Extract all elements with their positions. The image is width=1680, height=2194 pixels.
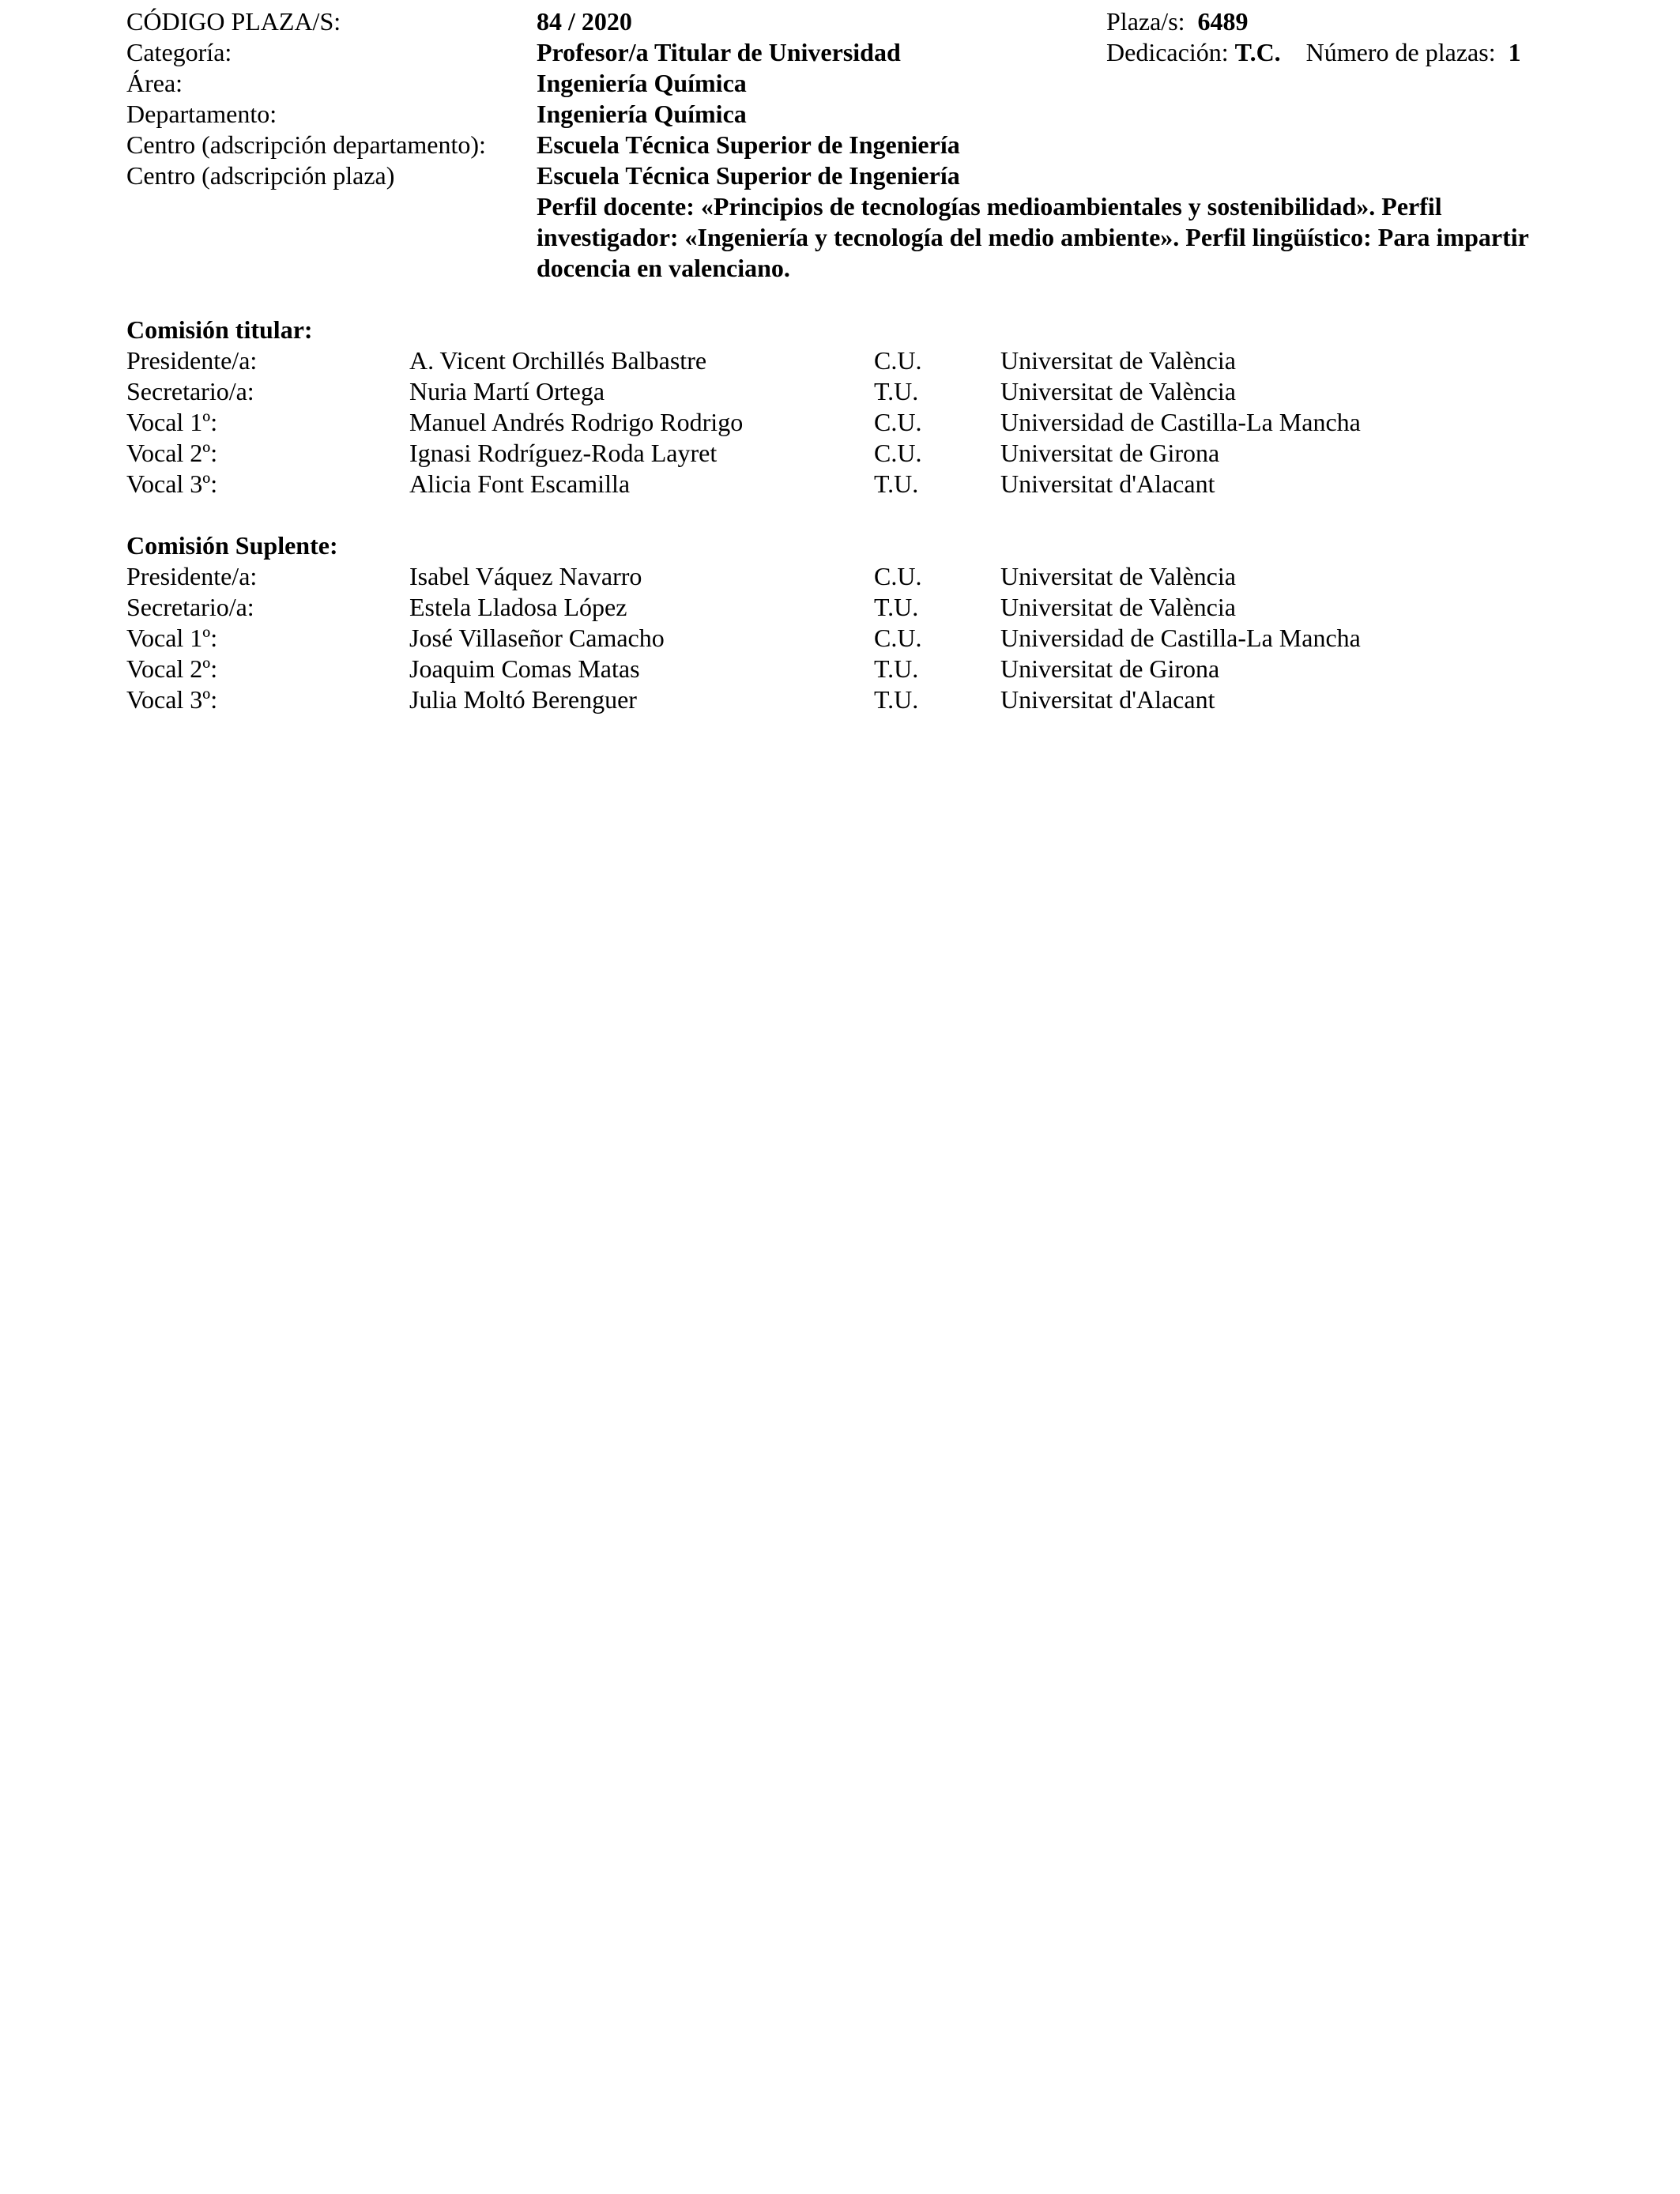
centro-plaza-value: Escuela Técnica Superior de Ingeniería	[537, 161, 960, 190]
area-label: Área:	[126, 69, 183, 97]
numero-value: 1	[1508, 38, 1521, 66]
suplente-name: Isabel Váquez Navarro	[409, 562, 642, 590]
titular-cat: C.U.	[874, 408, 922, 436]
titular-univ: Universitat d'Alacant	[1000, 469, 1215, 498]
dedicacion-field	[1106, 37, 1521, 68]
suplente-univ: Universitat d'Alacant	[1000, 685, 1215, 714]
comision-titular-title: Comisión titular:	[126, 315, 313, 344]
titular-name: Nuria Martí Ortega	[409, 377, 605, 405]
dedicacion-label: Dedicación:	[1106, 38, 1229, 66]
suplente-cat: T.U.	[874, 593, 919, 621]
suplente-cat: T.U.	[874, 654, 919, 683]
titular-role: Secretario/a:	[126, 377, 254, 405]
plaza-field	[1106, 6, 1249, 37]
titular-univ: Universitat de València	[1000, 377, 1236, 405]
categoria-label: Categoría:	[126, 38, 232, 66]
titular-cat: C.U.	[874, 346, 922, 375]
suplente-role: Secretario/a:	[126, 593, 254, 621]
titular-role: Presidente/a:	[126, 346, 258, 375]
suplente-cat: C.U.	[874, 624, 922, 652]
categoria-value: Profesor/a Titular de Universidad	[537, 38, 901, 66]
suplente-role: Vocal 2º:	[126, 654, 218, 683]
codigo-value: 84 / 2020	[537, 7, 632, 36]
suplente-cat: C.U.	[874, 562, 922, 590]
suplente-univ: Universitat de Girona	[1000, 654, 1220, 683]
titular-cat: C.U.	[874, 439, 922, 467]
titular-name: Manuel Andrés Rodrigo Rodrigo	[409, 408, 744, 436]
titular-cat: T.U.	[874, 469, 919, 498]
titular-role: Vocal 2º:	[126, 439, 218, 467]
titular-cat: T.U.	[874, 377, 919, 405]
titular-univ: Universitat de València	[1000, 346, 1236, 375]
departamento-value: Ingeniería Química	[537, 100, 747, 128]
perfil-text: Perfil docente: «Principios de tecnologías medioambientales y sostenibilidad». Perfil investigador: «Ingeniería y tecnología del medio ambiente». Perfil lingüístico: Para impartir docencia en valenciano.	[537, 192, 1529, 282]
titular-name: A. Vicent Orchillés Balbastre	[409, 346, 707, 375]
titular-name: Alicia Font Escamilla	[409, 469, 631, 498]
plaza-label: Plaza/s:	[1106, 7, 1185, 36]
suplente-name: Julia Moltó Berenguer	[409, 685, 637, 714]
codigo-label: CÓDIGO PLAZA/S:	[126, 7, 341, 36]
suplente-cat: T.U.	[874, 685, 919, 714]
comision-suplente-title: Comisión Suplente:	[126, 531, 338, 560]
suplente-role: Presidente/a:	[126, 562, 258, 590]
titular-role: Vocal 1º:	[126, 408, 218, 436]
centro-departamento-value: Escuela Técnica Superior de Ingeniería	[537, 130, 960, 159]
titular-role: Vocal 3º:	[126, 469, 218, 498]
suplente-role: Vocal 3º:	[126, 685, 218, 714]
titular-name: Ignasi Rodríguez-Roda Layret	[409, 439, 718, 467]
departamento-label: Departamento:	[126, 100, 277, 128]
plaza-value: 6489	[1197, 7, 1249, 36]
dedicacion-value: T.C.	[1234, 38, 1281, 66]
suplente-name: José Villaseñor Camacho	[409, 624, 665, 652]
numero-label: Número de plazas:	[1305, 38, 1496, 66]
area-value: Ingeniería Química	[537, 69, 747, 97]
suplente-univ: Universitat de València	[1000, 562, 1236, 590]
suplente-univ: Universidad de Castilla-La Mancha	[1000, 624, 1361, 652]
suplente-name: Estela Lladosa López	[409, 593, 627, 621]
titular-univ: Universidad de Castilla-La Mancha	[1000, 408, 1361, 436]
titular-univ: Universitat de Girona	[1000, 439, 1220, 467]
suplente-univ: Universitat de València	[1000, 593, 1236, 621]
centro-departamento-label: Centro (adscripción departamento):	[126, 130, 486, 159]
centro-plaza-label: Centro (adscripción plaza)	[126, 161, 395, 190]
suplente-name: Joaquim Comas Matas	[409, 654, 640, 683]
suplente-role: Vocal 1º:	[126, 624, 218, 652]
